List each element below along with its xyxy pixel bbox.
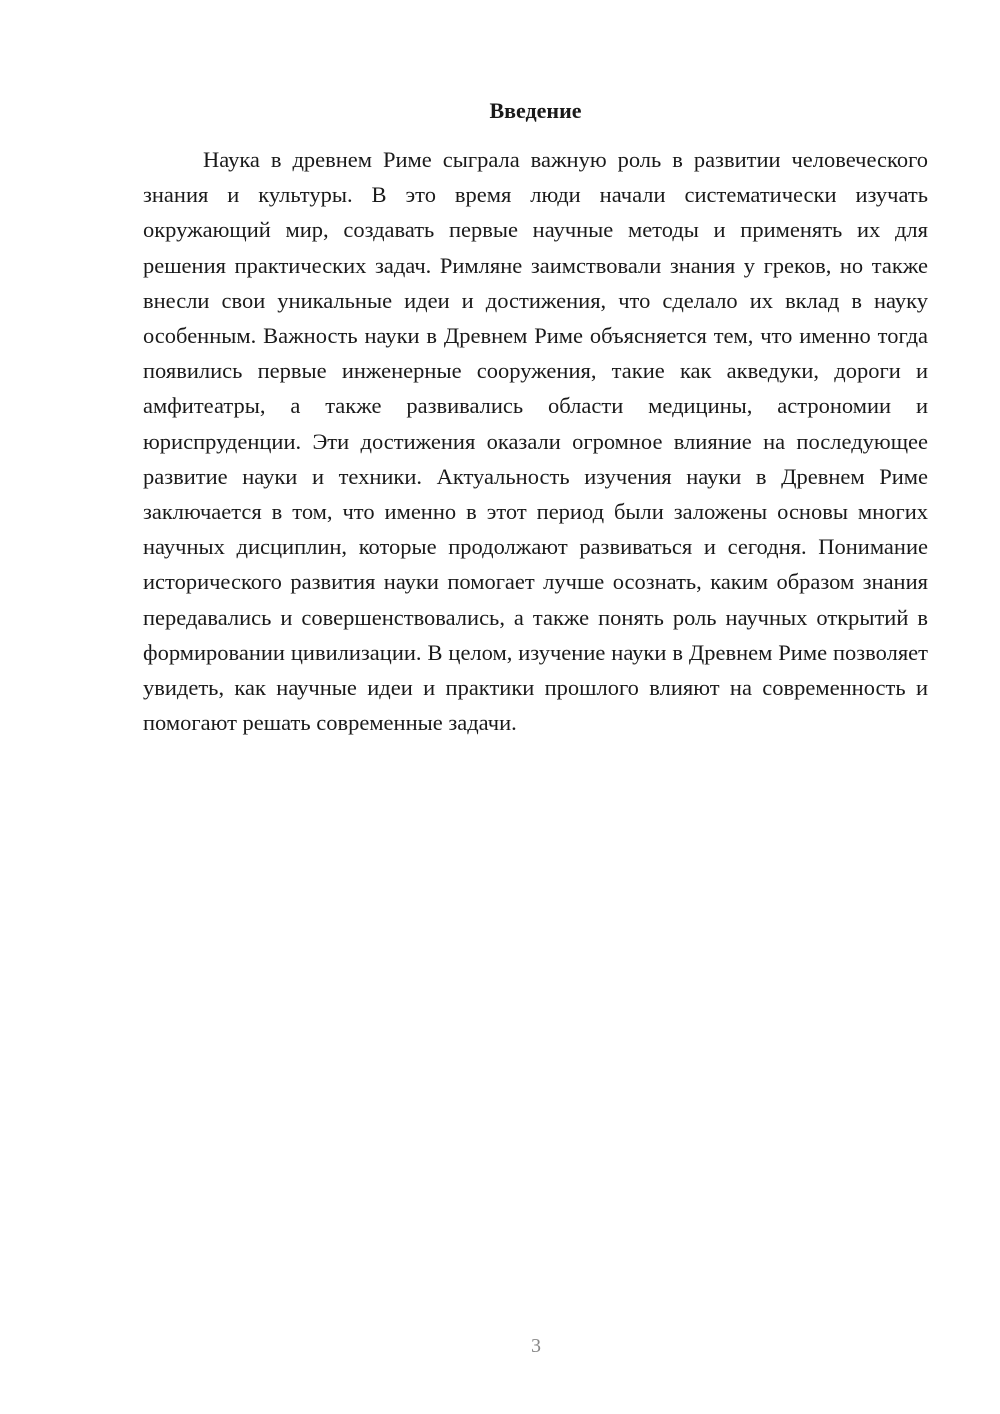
intro-paragraph: Наука в древнем Риме сыграла важную роль в развитии человеческого знания и культуры. В это время люди начали систематически изучать окружающий мир, создавать первые научные методы и применять их для решения практических задач. Римляне заимствовали знания у греков, но также внесли свои уникальные идеи и достижения, что сделало их вклад в науку особенным. Важность науки в Древнем Риме объясняется тем, что именно тогда появились первые инженерные сооружения, такие как акведуки, дороги и амфитеатры, а также развивались области медицины, астрономии и юриспруденции. Эти достижения оказали огромное влияние на последующее развитие науки и техники. Актуальность изучения науки в Древнем Риме заключается в том, что именно в этот период были заложены основы многих научных дисциплин, которые продолжают развиваться и сегодня. Понимание исторического развития науки помогает лучше осознать, каким образом знания передавались и совершенствовались, а также понять роль научных открытий в формировании цивилизации. В целом, изучение науки в Древнем Риме позволяет увидеть, как научные идеи и практики прошлого влияют на современность и помогают решать современные задачи. (143, 147, 928, 736)
section-heading: Введение (489, 98, 582, 123)
page-number: 3 (531, 1335, 541, 1357)
